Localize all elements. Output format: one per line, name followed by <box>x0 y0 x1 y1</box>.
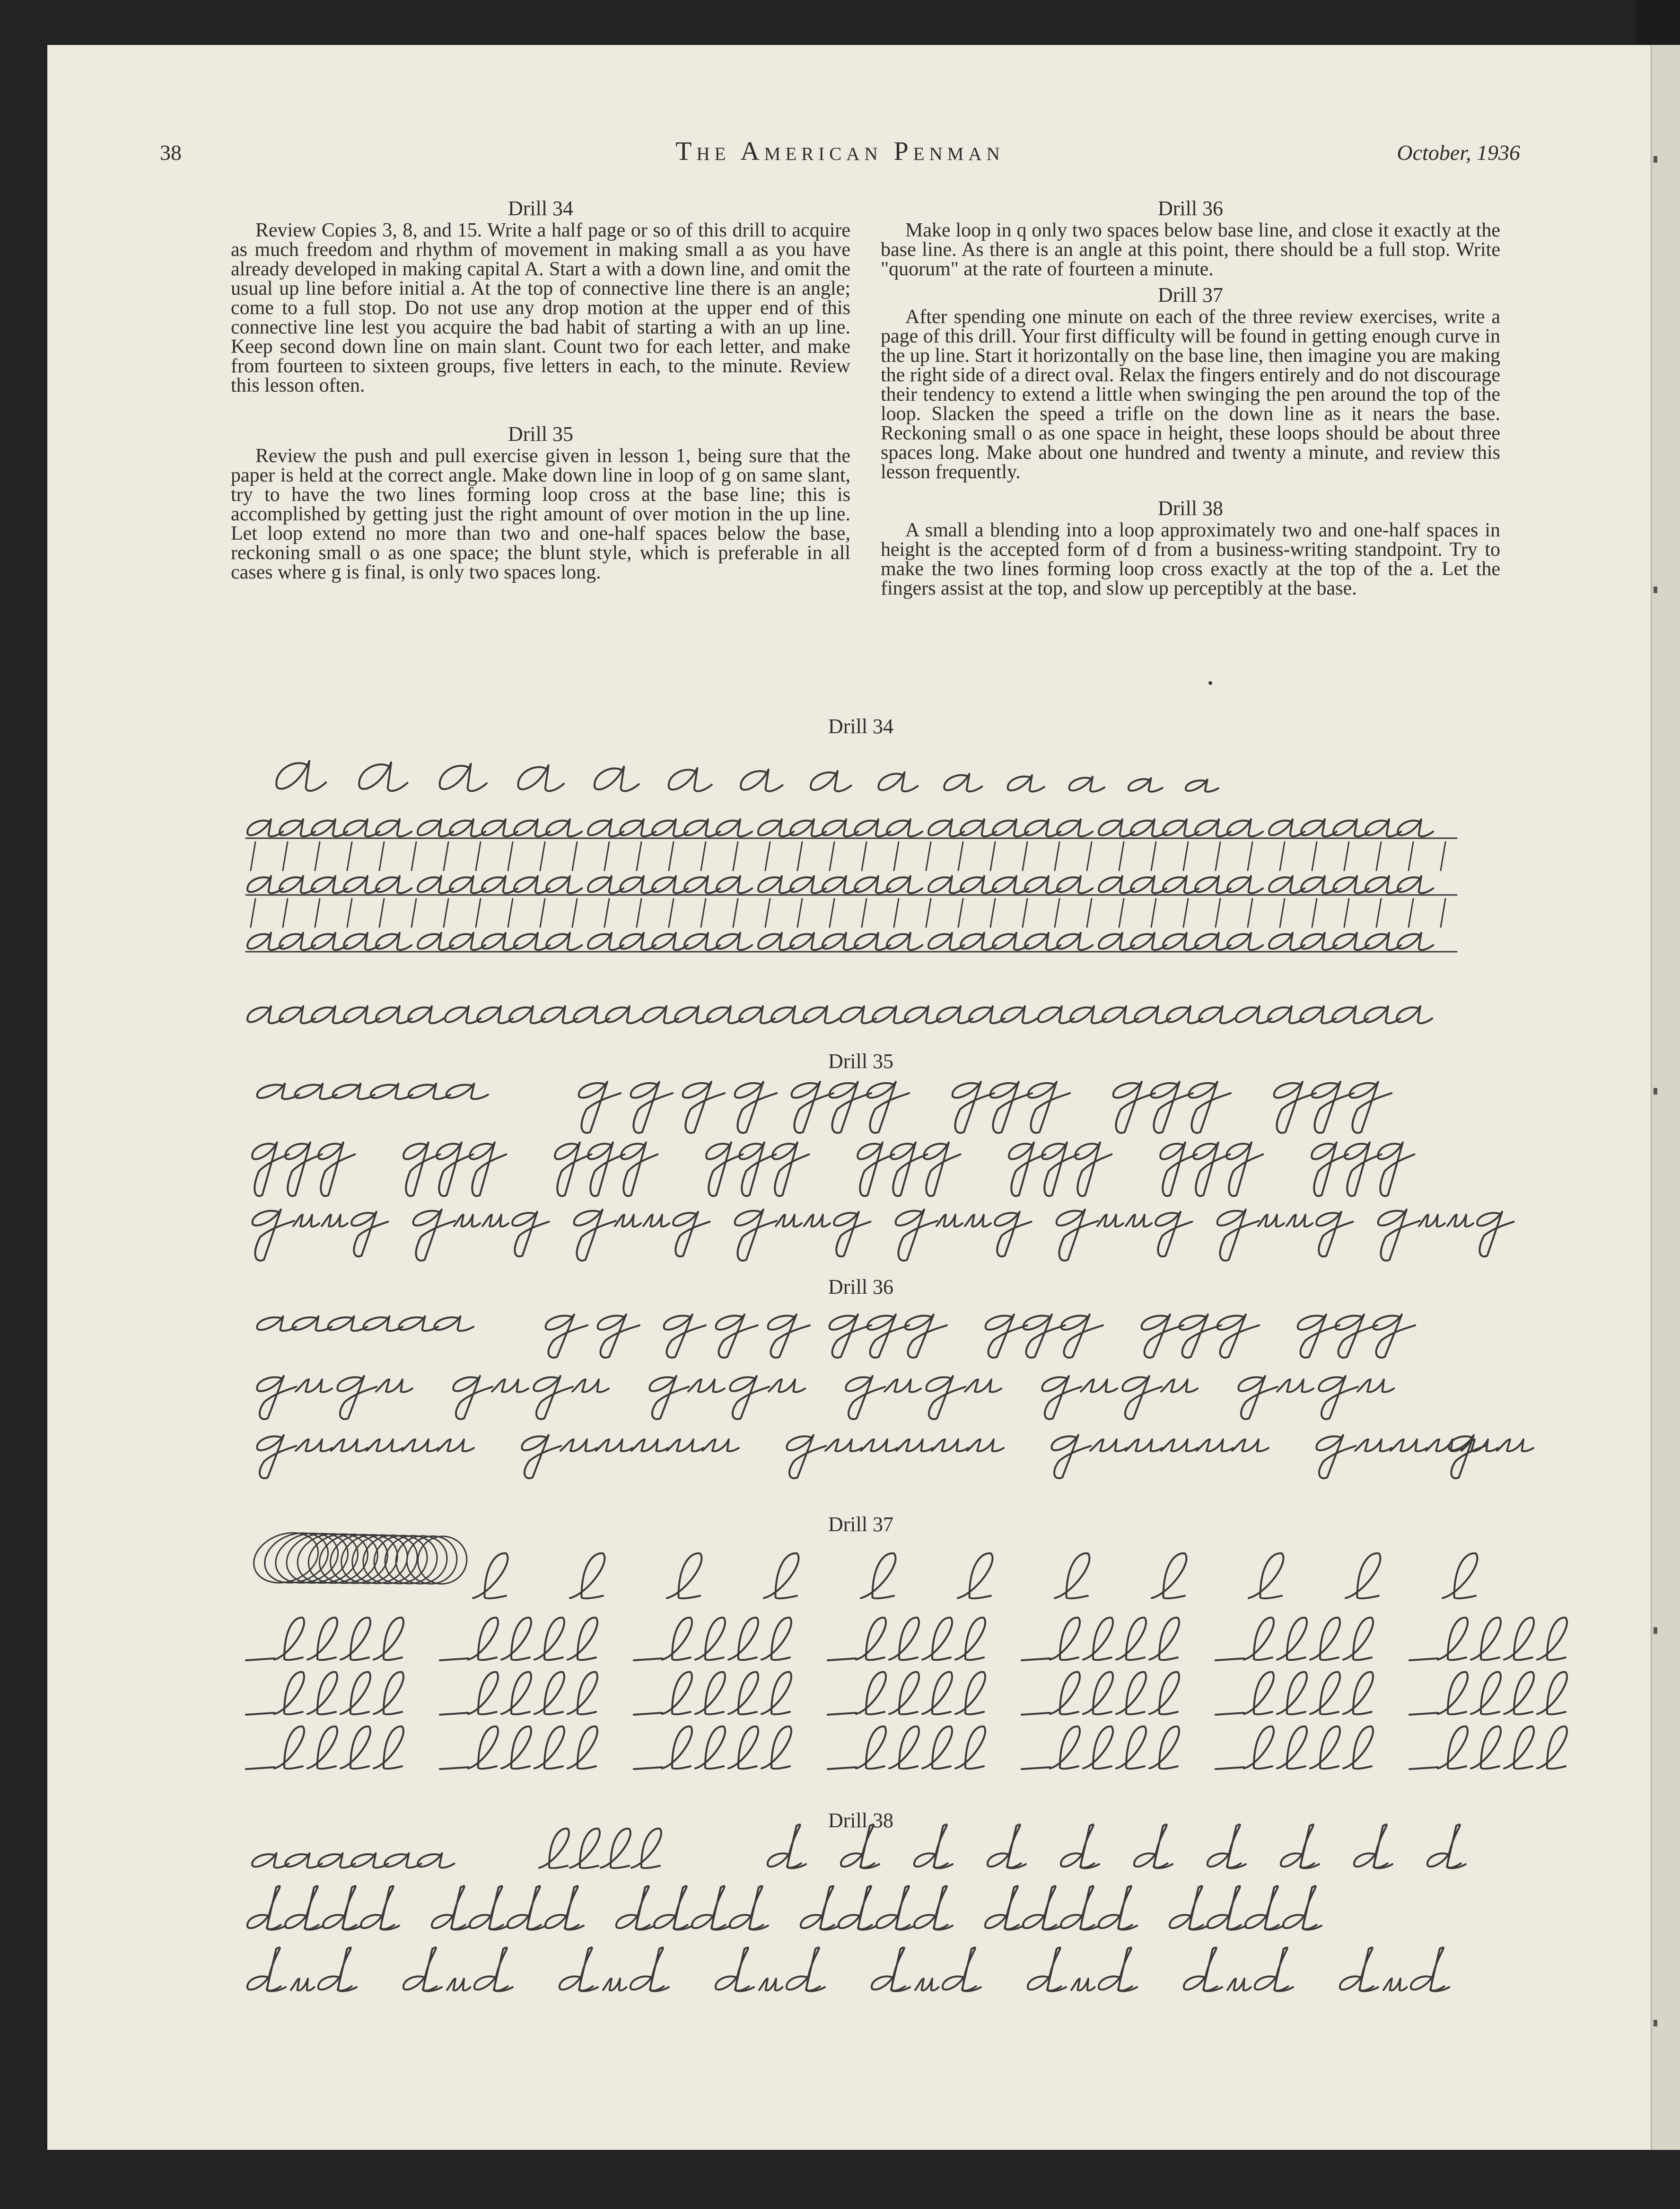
drill-36-specimen <box>236 1298 1485 1502</box>
drill-37-heading: Drill 37 <box>1157 283 1224 307</box>
drill-36-text: Make loop in q only two spaces below base line, and close it exactly at the base line. As there is an angle at this point, there should be a full stop. Write "quorum" at the rate of fourteen a minute. <box>881 219 1500 280</box>
pen-stroke <box>247 933 1433 950</box>
pen-stroke <box>276 761 1218 792</box>
ink-dot <box>1208 681 1212 685</box>
drill-35-text: Review the push and pull exercise given in lesson 1, being sure that the paper is held at the correct angle. Make down line in loop of g on same slant, try to have the two lines forming loop cross at the base line; this is accomplished by getting just the right amount of over motion in the up line. Let loop extend no more than two and one-half spaces below the base, reckoning small o as one space; the blunt style, which is preferable in all cases where g is final, is only two spaces long. <box>231 445 850 583</box>
page-number: 38 <box>160 140 182 165</box>
edge-mark <box>1654 1627 1657 1634</box>
pen-stroke <box>539 1829 661 1868</box>
edge-mark <box>1654 156 1657 163</box>
journal-title: The American Penman <box>675 137 1005 166</box>
drill-37-text: After spending one minute on each of the three review exercises, write a page of this drill. Your first difficulty will be found in getting enough curve in the up line. Start it horizontally on the base line, then imagine you are making the right side of a direct oval. Relax the fingers entirely and do not discourage their tendency to extend a little when swinging the pen around the top of the loop. Slacken the speed a trifle on the down line as it nears the base. Reckoning small o as one space in height, these loops should be about three spaces long. Make about one hundred and twenty a minute, and review this lesson frequently. <box>881 306 1500 483</box>
pen-stroke <box>247 819 1433 836</box>
plate-36-label: Drill 36 <box>828 1275 894 1298</box>
pen-stroke <box>246 1672 1567 1715</box>
pen-stroke <box>830 1315 1415 1358</box>
pen-stroke <box>246 1618 1567 1660</box>
pen-stroke <box>257 1435 1533 1478</box>
pen-stroke <box>579 1082 777 1133</box>
background-edge <box>1636 0 1680 47</box>
drill-38-specimen <box>236 1831 1485 2034</box>
edge-mark <box>1654 2020 1657 2026</box>
drill-34-heading: Drill 34 <box>508 197 574 220</box>
edge-mark <box>1654 1088 1657 1095</box>
plate-38-label: Drill 38 <box>828 1809 894 1832</box>
pen-stroke <box>546 1315 810 1358</box>
pen-stroke <box>252 1142 1414 1196</box>
pen-stroke <box>257 1376 1394 1419</box>
edge-mark <box>1654 587 1657 593</box>
pen-stroke <box>257 1084 488 1099</box>
pen-stroke <box>252 1853 454 1868</box>
plate-37-label: Drill 37 <box>828 1513 894 1536</box>
pen-stroke <box>473 1553 1477 1598</box>
plate-35-label: Drill 35 <box>828 1050 894 1073</box>
pen-stroke <box>246 1727 1567 1769</box>
drill-38-heading: Drill 38 <box>1157 497 1224 520</box>
drill-37-specimen <box>236 1537 1485 1802</box>
pen-stroke <box>257 1316 473 1331</box>
pen-stroke <box>792 1082 1391 1133</box>
drill-34-specimen <box>236 740 1485 1052</box>
drill-35-specimen <box>236 1071 1485 1270</box>
pen-stroke <box>247 1947 1449 1991</box>
drill-35-heading: Drill 35 <box>508 422 574 446</box>
left-column <box>231 196 850 596</box>
pen-stroke <box>768 1824 1466 1868</box>
issue-date: October, 1936 <box>1397 140 1520 165</box>
pen-stroke <box>251 842 1445 927</box>
pen-stroke <box>247 1006 1432 1023</box>
pen-stroke <box>254 1533 467 1584</box>
right-column <box>881 196 1500 613</box>
pen-stroke <box>247 1886 1321 1929</box>
drill-38-text: A small a blending into a loop approximately two and one-half spaces in height is the accepted form of d from a business-writing standpoint. Try to make the two lines forming loop cross exactly at the top of the a. Let the fingers assist at the top, and slow up perceptibly at the base. <box>881 519 1500 599</box>
drill-36-heading: Drill 36 <box>1157 197 1224 220</box>
drill-34-text: Review Copies 3, 8, and 15. Write a half page or so of this drill to acquire as much freedom and rhythm of movement in making small a as you have already developed in making capital A. Start a with a down line, and omit the usual up line before initial a. At the top of connective line there is an angle; come to a full stop. Do not use any drop motion at the upper end of this connective line lest you acquire the bad habit of starting a with an up line. Keep second down line on main slant. Count two for each letter, and make from fourteen to sixteen groups, five letters in each, to the minute. Review this lesson often. <box>231 219 850 396</box>
pen-stroke <box>253 1210 1514 1261</box>
plate-34-label: Drill 34 <box>828 715 894 738</box>
page-spine <box>1651 45 1680 2150</box>
running-head <box>160 137 1520 173</box>
pen-stroke <box>247 876 1433 893</box>
